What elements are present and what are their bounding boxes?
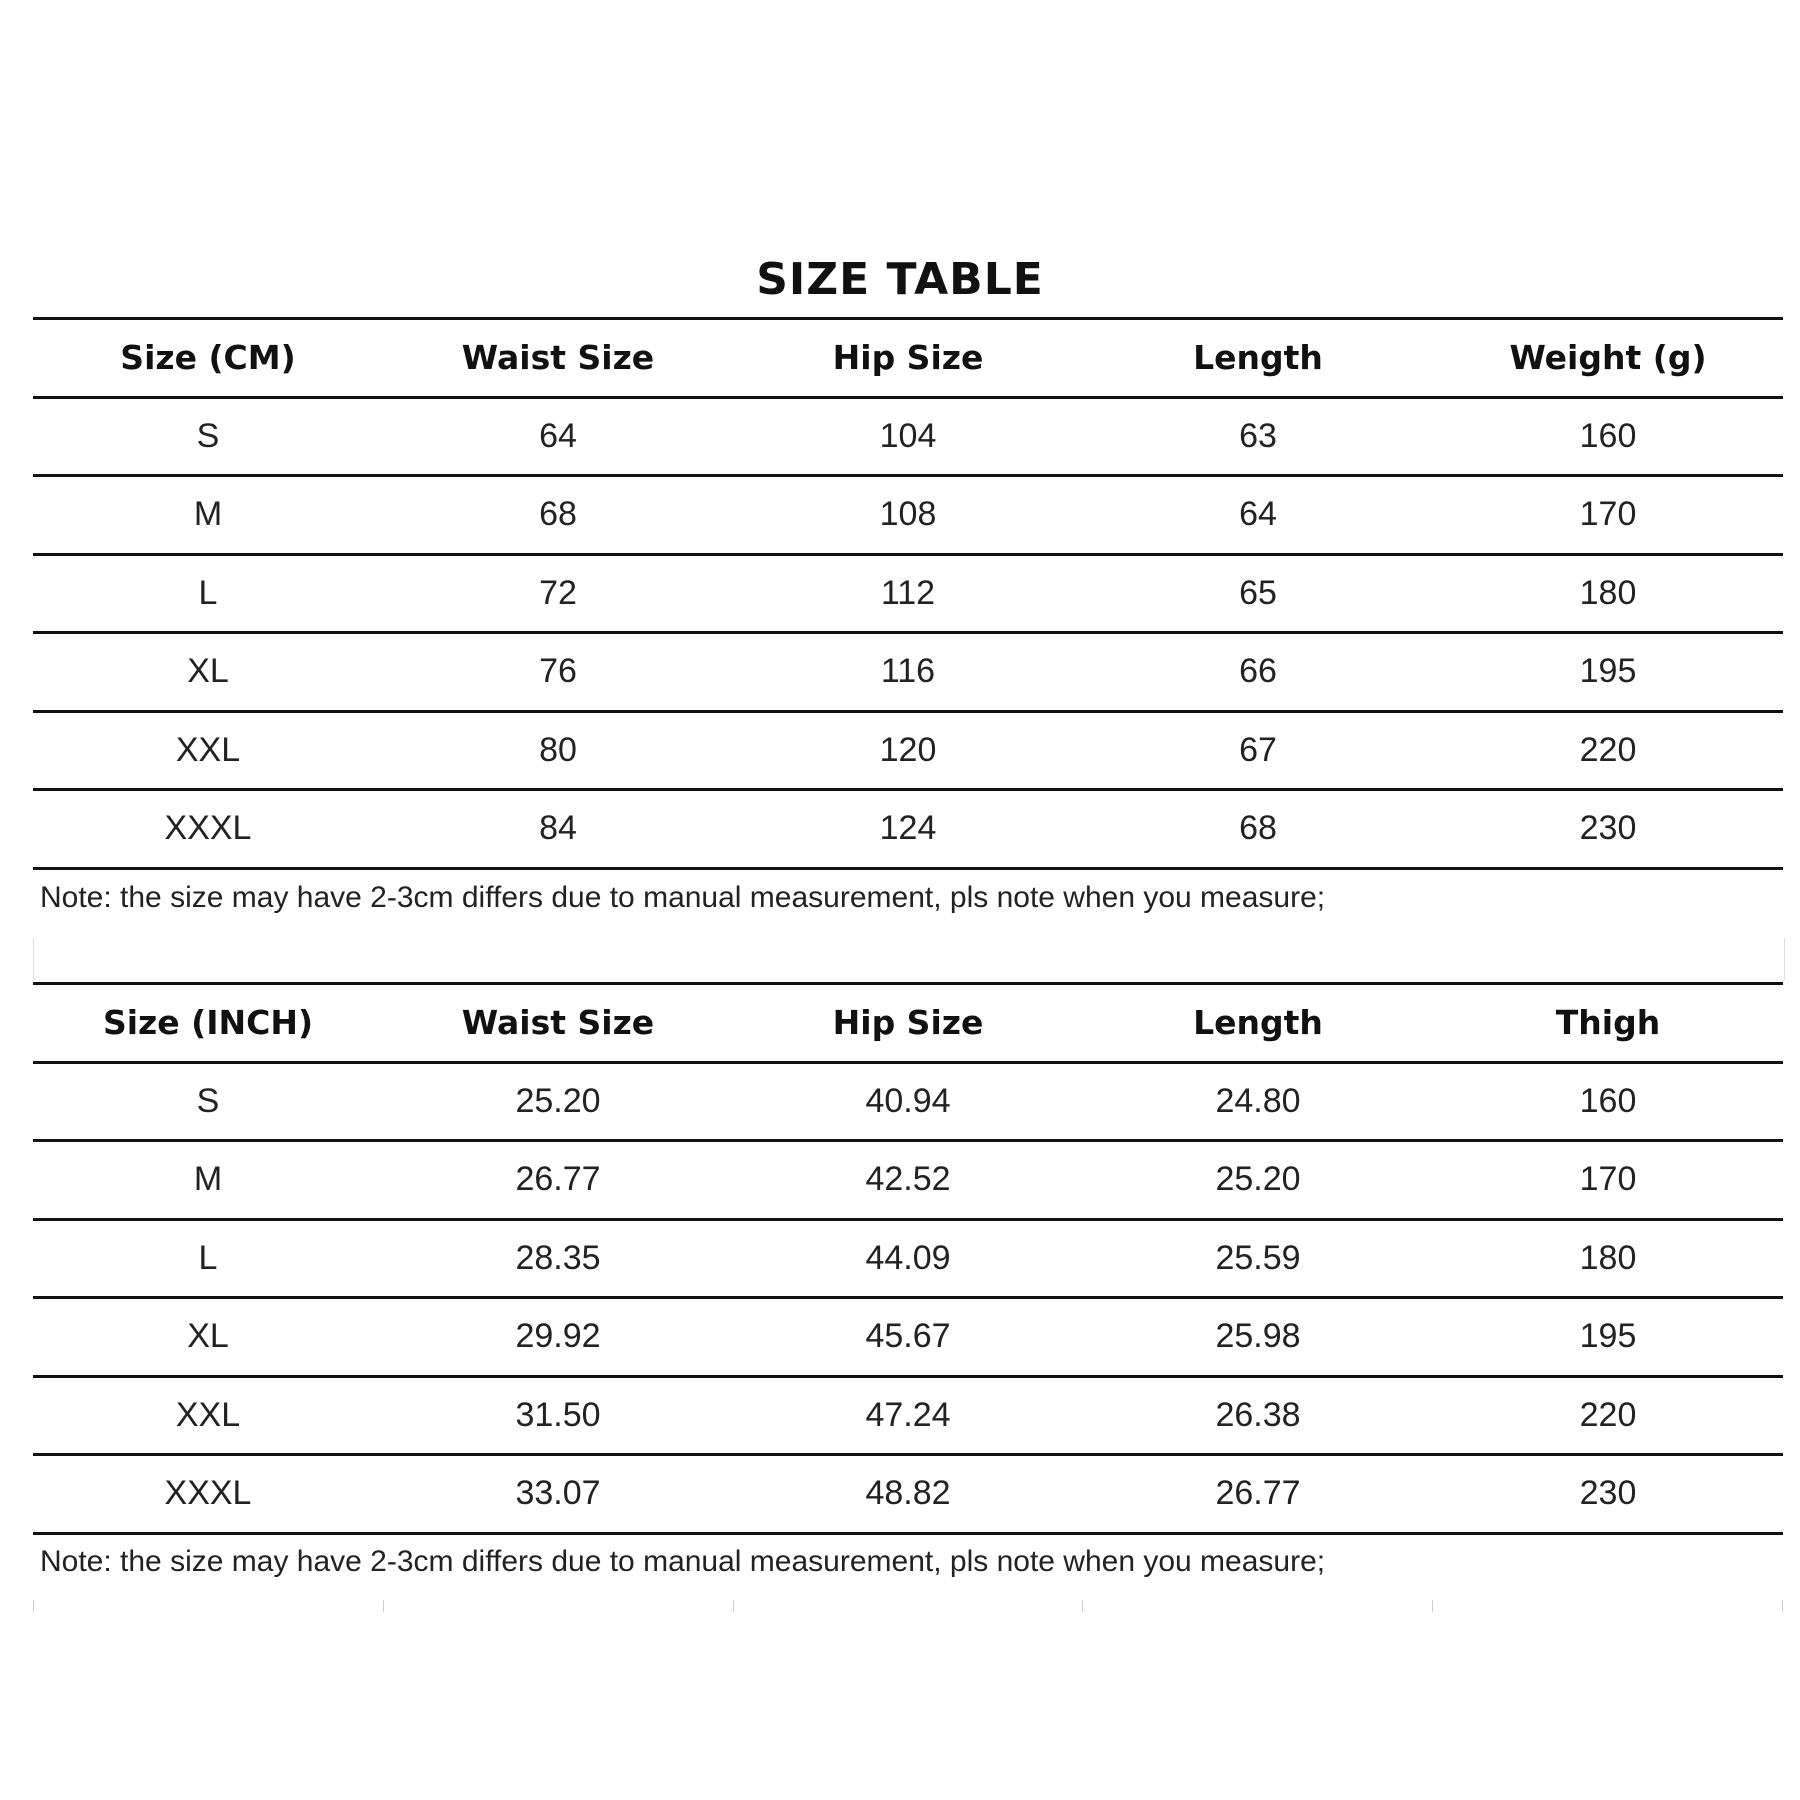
cell-size: M <box>193 1160 223 1199</box>
column-header-size: Size (INCH) <box>102 1003 314 1043</box>
cell-weight: 160 <box>1579 416 1637 455</box>
table-row <box>33 710 1783 789</box>
cell-length: 24.80 <box>1215 1081 1301 1120</box>
cell-length: 67 <box>1239 730 1277 769</box>
table-header-row <box>33 982 1783 1061</box>
cell-size: XXL <box>175 730 241 769</box>
cell-hip: 42.52 <box>865 1160 951 1199</box>
cell-length: 68 <box>1239 809 1277 848</box>
cell-size: XL <box>187 1317 229 1356</box>
page-title: SIZE TABLE <box>756 254 1044 305</box>
cell-hip: 45.67 <box>865 1317 951 1356</box>
column-header-size: Size (CM) <box>120 338 296 378</box>
cell-length: 63 <box>1239 416 1277 455</box>
cell-hip: 120 <box>879 730 937 769</box>
cell-waist: 76 <box>539 652 577 691</box>
measurement-note: Note: the size may have 2-3cm differs due to manual measurement, pls note when you measure; <box>40 1545 1326 1578</box>
column-tick-marks <box>33 1600 1783 1612</box>
cell-weight: 220 <box>1579 730 1637 769</box>
size-table-cm <box>33 317 1783 870</box>
table-row <box>33 1061 1783 1140</box>
column-header-hip: Hip Size <box>832 338 984 378</box>
cell-thigh: 170 <box>1579 1160 1637 1199</box>
cell-size: XXL <box>175 1395 241 1434</box>
cell-length: 64 <box>1239 495 1277 534</box>
cell-size: M <box>193 495 223 534</box>
cell-length: 65 <box>1239 573 1277 612</box>
size-table-inch <box>33 982 1783 1535</box>
cell-hip: 40.94 <box>865 1081 951 1120</box>
cell-hip: 48.82 <box>865 1474 951 1513</box>
table-header-row <box>33 317 1783 396</box>
cell-hip: 44.09 <box>865 1238 951 1277</box>
cell-waist: 25.20 <box>515 1081 601 1120</box>
cell-length: 25.98 <box>1215 1317 1301 1356</box>
table-row <box>33 1296 1783 1375</box>
table-separator <box>33 938 1785 980</box>
cell-waist: 68 <box>539 495 577 534</box>
column-header-thigh: Thigh <box>1555 1003 1661 1043</box>
cell-hip: 47.24 <box>865 1395 951 1434</box>
tick-mark <box>33 1600 34 1612</box>
cell-waist: 29.92 <box>515 1317 601 1356</box>
cell-length: 66 <box>1239 652 1277 691</box>
table-row <box>33 553 1783 632</box>
cell-thigh: 230 <box>1579 1474 1637 1513</box>
cell-thigh: 195 <box>1579 1317 1637 1356</box>
tick-mark <box>733 1600 734 1612</box>
tick-mark <box>1432 1600 1433 1612</box>
tick-mark <box>1082 1600 1083 1612</box>
column-header-length: Length <box>1193 1003 1323 1043</box>
table-row <box>33 1453 1783 1535</box>
cell-size: XL <box>187 652 229 691</box>
cell-length: 26.77 <box>1215 1474 1301 1513</box>
cell-weight: 195 <box>1579 652 1637 691</box>
cell-weight: 170 <box>1579 495 1637 534</box>
measurement-note: Note: the size may have 2-3cm differs due to manual measurement, pls note when you measure; <box>40 881 1326 914</box>
cell-thigh: 160 <box>1579 1081 1637 1120</box>
table-row <box>33 474 1783 553</box>
tick-mark <box>1782 1600 1783 1612</box>
table-row <box>33 396 1783 475</box>
cell-weight: 180 <box>1579 573 1637 612</box>
cell-waist: 80 <box>539 730 577 769</box>
table-row <box>33 1375 1783 1454</box>
cell-size: S <box>196 1081 220 1120</box>
cell-thigh: 180 <box>1579 1238 1637 1277</box>
cell-hip: 116 <box>880 652 936 691</box>
cell-size: XXXL <box>164 809 252 848</box>
cell-length: 25.20 <box>1215 1160 1301 1199</box>
column-header-waist: Waist Size <box>461 1003 655 1043</box>
cell-hip: 112 <box>880 573 936 612</box>
column-header-weight: Weight (g) <box>1509 338 1707 378</box>
cell-length: 25.59 <box>1215 1238 1301 1277</box>
cell-waist: 64 <box>539 416 577 455</box>
cell-size: L <box>198 573 218 612</box>
cell-hip: 104 <box>879 416 937 455</box>
cell-length: 26.38 <box>1215 1395 1301 1434</box>
table-row <box>33 1218 1783 1297</box>
cell-waist: 84 <box>539 809 577 848</box>
cell-thigh: 220 <box>1579 1395 1637 1434</box>
table-row <box>33 788 1783 870</box>
cell-size: L <box>198 1238 218 1277</box>
cell-waist: 72 <box>539 573 577 612</box>
tick-mark <box>383 1600 384 1612</box>
column-header-waist: Waist Size <box>461 338 655 378</box>
cell-waist: 28.35 <box>515 1238 601 1277</box>
cell-weight: 230 <box>1579 809 1637 848</box>
cell-size: XXXL <box>164 1474 252 1513</box>
table-row <box>33 631 1783 710</box>
cell-hip: 124 <box>879 809 937 848</box>
column-header-length: Length <box>1193 338 1323 378</box>
cell-hip: 108 <box>879 495 937 534</box>
cell-waist: 31.50 <box>515 1395 601 1434</box>
cell-size: S <box>196 416 220 455</box>
table-row <box>33 1139 1783 1218</box>
cell-waist: 26.77 <box>515 1160 601 1199</box>
cell-waist: 33.07 <box>515 1474 601 1513</box>
column-header-hip: Hip Size <box>832 1003 984 1043</box>
